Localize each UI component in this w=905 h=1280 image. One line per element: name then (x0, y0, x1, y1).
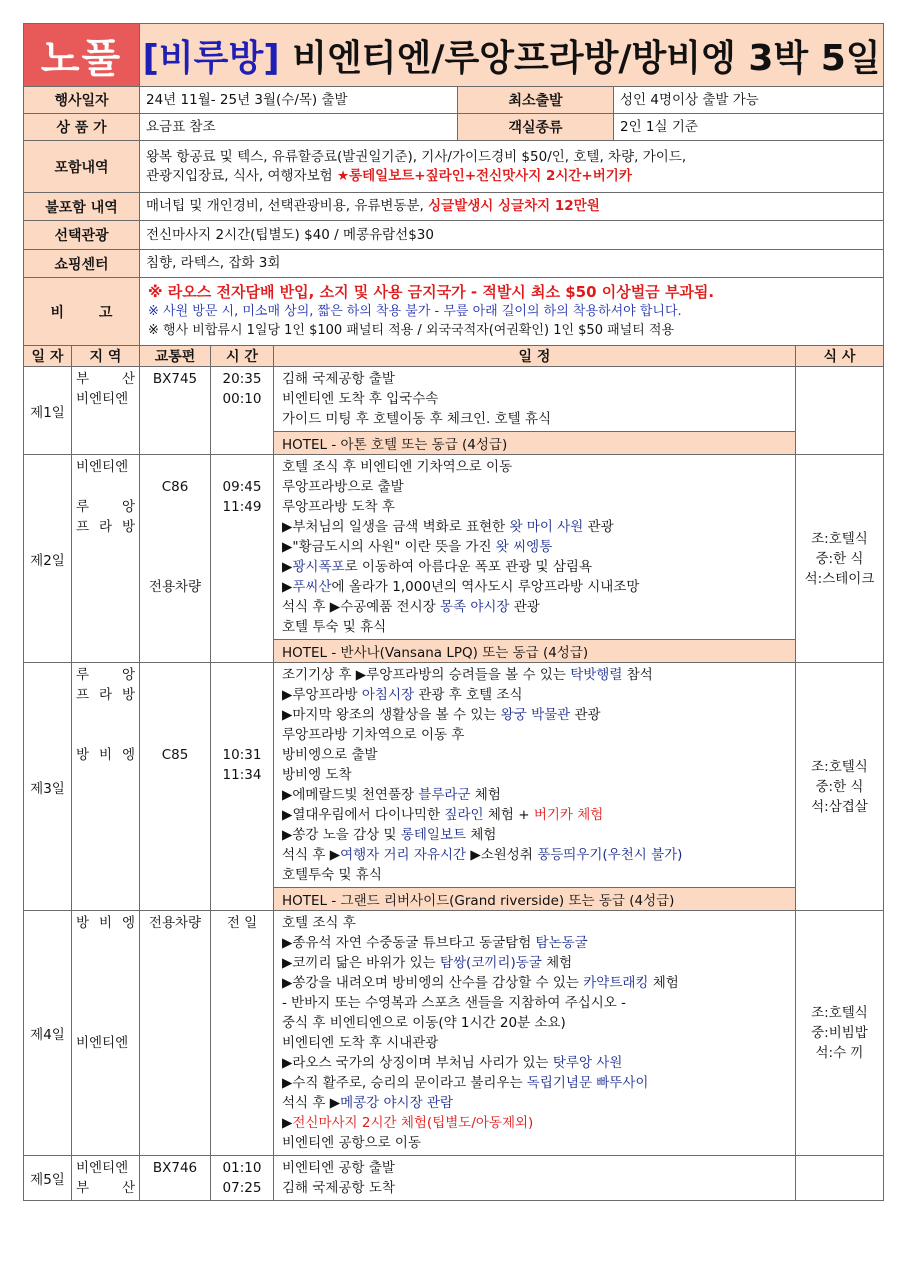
itinerary-text: ▶"황금도시의 사원" 이란 뜻을 가진 (282, 539, 496, 555)
itinerary-line (282, 973, 787, 993)
itinerary-text: 카약트래킹 (583, 975, 649, 991)
itinerary-text: 관광 (583, 519, 614, 535)
col-area-header: 지 역 (72, 346, 140, 367)
itinerary-text: 조기기상 후 ▶루앙프라방의 승려들을 볼 수 있는 (282, 667, 571, 683)
transport-line (142, 557, 208, 577)
area-line: 비엔티엔 (76, 459, 129, 475)
meal-line: 중:한 식 (815, 778, 864, 795)
time-line: 00:10 (222, 391, 262, 407)
day-row (24, 1156, 884, 1201)
itinerary-line (282, 805, 787, 825)
col-day-header: 일 자 (24, 346, 72, 367)
itinerary-sheet (23, 23, 883, 1201)
itinerary-text: ▶ (282, 559, 293, 575)
itinerary-text: 방비엥으로 출발 (282, 747, 378, 763)
meal-line: 조:호텔식 (811, 530, 868, 547)
product-badge: 노풀 (24, 24, 140, 87)
col-transport-header: 교통편 (140, 346, 211, 367)
hotel-info: HOTEL - 그랜드 리버사이드(Grand riverside) 또는 동급 (4성급) (274, 888, 796, 911)
itinerary-text: 체험 (466, 827, 497, 843)
price-label: 상 품 가 (24, 114, 140, 141)
day-label: 제3일 (24, 663, 72, 911)
itinerary-text: ▶루앙프라방 (282, 687, 362, 703)
meal-line: 석:삼겹살 (811, 798, 868, 815)
itinerary-text: 풍등띄우기(우천시 불가) (537, 847, 683, 863)
exclusions-highlight: 싱글발생시 싱글차지 12만원 (428, 198, 600, 214)
day-transport (140, 911, 211, 1156)
itinerary-line (282, 1073, 787, 1093)
itinerary-text: 관광 후 호텔 조식 (414, 687, 523, 703)
itinerary-text: 롱테일보트 (400, 827, 467, 843)
itinerary-text: ▶쏭강 노을 감상 및 (282, 827, 401, 843)
exclusions-row (24, 193, 884, 221)
transport-line (142, 725, 208, 745)
itinerary-line (282, 389, 787, 409)
time-line: 10:31 (222, 747, 262, 763)
day-itinerary (274, 663, 796, 888)
day-area (72, 455, 140, 663)
itinerary-text: ▶쏭강을 내려오며 방비엥의 산수를 감상할 수 있는 (282, 975, 584, 991)
area-line: 루 앙 (76, 499, 135, 515)
itinerary-text: 루앙프라방으로 출발 (282, 479, 404, 495)
hotel-info: HOTEL - 아톤 호텔 또는 동급 (4성급) (274, 432, 796, 455)
transport-line (142, 685, 208, 705)
itinerary-text: 꽝시폭포 (292, 559, 345, 575)
min-departure-value: 성인 4명이상 출발 가능 (614, 87, 884, 114)
day-time (211, 455, 274, 663)
area-line (76, 705, 135, 725)
itinerary-text: 석식 후 ▶수공예품 전시장 (282, 599, 440, 615)
itinerary-text: 에 올라가 1,000년의 역사도시 루앙프라방 시내조망 (331, 579, 640, 595)
itinerary-text: 체험 (648, 975, 679, 991)
schedule-body (24, 367, 884, 1201)
itinerary-line (282, 1033, 787, 1053)
itinerary-line (282, 577, 787, 597)
meal-line: 중:한 식 (815, 550, 864, 567)
itinerary-text: 푸씨산 (292, 579, 332, 595)
inclusions-plain: 관광지입장료, 식사, 여행자보험 (146, 167, 337, 184)
area-line: 비엔티엔 (76, 391, 129, 407)
exclusions-plain: 매너팁 및 개인경비, 선택관광비용, 유류변동분, (146, 198, 429, 214)
day-itinerary (274, 1156, 796, 1201)
transport-line (142, 537, 208, 557)
optional-tour-label: 선택관광 (24, 221, 140, 250)
period-row (24, 87, 884, 114)
page-title (140, 24, 884, 87)
day-meals (796, 455, 884, 663)
area-line: 루 앙 (76, 667, 135, 683)
time-line: 01:10 (222, 1160, 262, 1176)
room-type-value: 2인 1실 기준 (614, 114, 884, 141)
day-time (211, 911, 274, 1156)
transport-line (142, 497, 208, 517)
meal-line: 조:호텔식 (811, 758, 868, 775)
itinerary-text: 왓 마이 사원 (509, 519, 584, 535)
itinerary-text: 블루라군 (418, 787, 471, 803)
title-tag: [비루방] (142, 37, 280, 79)
itinerary-text: 로 이동하여 아름다운 폭포 관광 및 삼림욕 (344, 559, 593, 575)
transport-line: C86 (161, 479, 189, 495)
itinerary-text: 방비엥 도착 (282, 767, 352, 783)
day-area (72, 367, 140, 455)
itinerary-line (282, 457, 787, 477)
itinerary-line (282, 865, 787, 885)
itinerary-line (282, 785, 787, 805)
inclusions-label: 포함내역 (24, 141, 140, 193)
itinerary-text: 탁밧행렬 (570, 667, 623, 683)
price-value: 요금표 참조 (140, 114, 458, 141)
area-line (76, 953, 135, 973)
time-line (213, 705, 271, 725)
col-meal-header: 식 사 (796, 346, 884, 367)
itinerary-text: 몽족 야시장 (439, 599, 510, 615)
itinerary-text: 김해 국제공항 출발 (282, 371, 395, 387)
day-transport (140, 663, 211, 911)
area-line (76, 933, 135, 953)
itinerary-text: 비엔티엔 공항으로 이동 (282, 1135, 421, 1151)
itinerary-text: 석식 후 ▶ (282, 1095, 341, 1111)
inclusions-row (24, 141, 884, 193)
day-transport (140, 367, 211, 455)
itinerary-line (282, 1093, 787, 1113)
time-line: 20:35 (222, 371, 262, 387)
day-meals (796, 663, 884, 911)
itinerary-line (282, 1013, 787, 1033)
period-value: 24년 11월- 25년 3월(수/목) 출발 (140, 87, 458, 114)
area-line (76, 477, 135, 497)
area-line (76, 1013, 135, 1033)
area-line: 비엔티엔 (76, 1160, 129, 1176)
area-line: 방 비 엥 (76, 915, 135, 931)
itinerary-text: 탐논동굴 (535, 935, 588, 951)
day-meals (796, 911, 884, 1156)
min-departure-label: 최소출발 (458, 87, 614, 114)
time-line (213, 725, 271, 745)
day-label: 제4일 (24, 911, 72, 1156)
price-row (24, 114, 884, 141)
itinerary-text: 여행자 거리 자유시간 (340, 847, 467, 863)
day-area (72, 1156, 140, 1201)
itinerary-text: ▶수직 활주로, 승리의 문이라고 불리우는 (282, 1075, 527, 1091)
itinerary-text: ▶마지막 왕조의 생활상을 볼 수 있는 (282, 707, 501, 723)
area-line (76, 725, 135, 745)
itinerary-line (282, 477, 787, 497)
area-line: 부 산 (76, 371, 135, 387)
day-transport (140, 1156, 211, 1201)
transport-line: BX745 (152, 371, 198, 387)
day-area (72, 911, 140, 1156)
transport-line: BX746 (152, 1160, 198, 1176)
remarks-row (24, 278, 884, 346)
itinerary-text: 메콩강 야시장 관람 (340, 1095, 454, 1111)
itinerary-line (282, 617, 787, 637)
itinerary-line (282, 765, 787, 785)
area-line: 프 라 방 (76, 519, 135, 535)
day-itinerary (274, 911, 796, 1156)
shopping-value: 침향, 라텍스, 잡화 3회 (140, 250, 884, 278)
schedule-header-row (24, 346, 884, 367)
time-line: 11:34 (222, 767, 262, 783)
col-time-header: 시 간 (211, 346, 274, 367)
area-line: 프 라 방 (76, 687, 135, 703)
remark-dress-code: ※ 사원 방문 시, 미소매 상의, 짧은 하의 착용 불가 - 무릎 아래 길이의 하의 착용하셔야 합니다. (148, 304, 682, 319)
itinerary-line (282, 369, 787, 389)
itinerary-text: ▶소원성취 (466, 847, 538, 863)
day-itinerary (274, 367, 796, 432)
itinerary-line (282, 517, 787, 537)
time-line: 07:25 (222, 1180, 262, 1196)
inclusions-highlight: ★롱테일보트+짚라인+전신맛사지 2시간+버기카 (337, 167, 632, 184)
itinerary-text: 루앙프라방 도착 후 (282, 499, 395, 515)
itinerary-text: 아침시장 (361, 687, 415, 703)
remarks-value (140, 278, 884, 346)
optional-tour-row (24, 221, 884, 250)
itinerary-text: ▶열대우림에서 다이나믹한 (282, 807, 445, 823)
itinerary-line (282, 745, 787, 765)
area-line: 방 비 엥 (76, 747, 135, 763)
time-line (213, 457, 271, 477)
day-itinerary (274, 455, 796, 640)
itinerary-line (282, 845, 787, 865)
time-line (213, 685, 271, 705)
itinerary-line (282, 705, 787, 725)
transport-line: 전용차량 (148, 915, 202, 931)
schedule-table (23, 345, 884, 1201)
col-itinerary-header: 일 정 (274, 346, 796, 367)
day-label: 제5일 (24, 1156, 72, 1201)
time-line: 09:45 (222, 479, 262, 495)
itinerary-text: ▶종유석 자연 수중동굴 튜브타고 동굴탐험 (282, 935, 536, 951)
meal-line: 석:수 끼 (815, 1045, 864, 1061)
itinerary-line (282, 1178, 787, 1198)
itinerary-line (282, 1053, 787, 1073)
transport-line (142, 457, 208, 477)
itinerary-text: 가이드 미팅 후 호텔이동 후 체크인. 호텔 휴식 (282, 411, 552, 427)
itinerary-text: ▶에메랄드빛 천연풀장 (282, 787, 419, 803)
itinerary-text: ▶ (282, 579, 293, 595)
itinerary-text: 독립기념문 빠뚜사이 (526, 1075, 649, 1091)
itinerary-text: 호텔 조식 후 (282, 915, 356, 931)
itinerary-text: 관광 (570, 707, 601, 723)
itinerary-text: 체험 + (483, 807, 534, 823)
transport-line (142, 665, 208, 685)
itinerary-text: ▶부처님의 일생을 금색 벽화로 표현한 (282, 519, 510, 535)
itinerary-text: 호텔 조식 후 비엔티엔 기차역으로 이동 (282, 459, 513, 475)
itinerary-line (282, 597, 787, 617)
area-line: 비엔티엔 (76, 1035, 129, 1051)
day-label: 제1일 (24, 367, 72, 455)
itinerary-text: 탐쌍(코끼리)동굴 (439, 955, 542, 971)
itinerary-text: 왕궁 박물관 (500, 707, 571, 723)
day-meals (796, 1156, 884, 1201)
itinerary-text: 비엔티엔 공항 출발 (282, 1160, 395, 1176)
itinerary-text: ▶라오스 국가의 상징이며 부처님 사리가 있는 (282, 1055, 553, 1071)
transport-line (142, 517, 208, 537)
itinerary-text: 왓 씨엥통 (495, 539, 553, 555)
shopping-row (24, 250, 884, 278)
meal-line: 석:스테이크 (804, 570, 875, 587)
remarks-label: 비 고 (24, 278, 140, 346)
itinerary-text: 전신마사지 2시간 체험(팁별도/아동제외) (292, 1115, 534, 1131)
day-label: 제2일 (24, 455, 72, 663)
itinerary-line (282, 1113, 787, 1133)
itinerary-line (282, 933, 787, 953)
itinerary-line (282, 825, 787, 845)
itinerary-line (282, 537, 787, 557)
itinerary-line (282, 665, 787, 685)
day-meals (796, 367, 884, 455)
room-type-label: 객실종류 (458, 114, 614, 141)
itinerary-line (282, 557, 787, 577)
itinerary-text: 탓루앙 사원 (552, 1055, 623, 1071)
meal-line: 중:비빔밥 (811, 1025, 868, 1041)
itinerary-line (282, 725, 787, 745)
itinerary-text: 버기카 체험 (533, 807, 604, 823)
day-row (24, 911, 884, 1156)
itinerary-text: ▶코끼리 닮은 바위가 있는 (282, 955, 440, 971)
day-time (211, 367, 274, 455)
meal-line: 조:호텔식 (811, 1005, 868, 1021)
area-line: 부 산 (76, 1180, 135, 1196)
itinerary-line (282, 953, 787, 973)
itinerary-text: 비엔티엔 도착 후 입국수속 (282, 391, 439, 407)
exclusions-label: 불포함 내역 (24, 193, 140, 221)
itinerary-line (282, 1133, 787, 1153)
inclusions-line-2 (146, 167, 877, 186)
period-label: 행사일자 (24, 87, 140, 114)
transport-line: 전용차량 (148, 579, 202, 595)
day-area (72, 663, 140, 911)
day-transport (140, 455, 211, 663)
itinerary-text: 비엔티엔 도착 후 시내관광 (282, 1035, 439, 1051)
itinerary-line (282, 993, 787, 1013)
info-table (23, 23, 884, 346)
hotel-info: HOTEL - 반사나(Vansana LPQ) 또는 동급 (4성급) (274, 640, 796, 663)
itinerary-line (282, 913, 787, 933)
title-row (24, 24, 884, 87)
exclusions-value (140, 193, 884, 221)
itinerary-text: 석식 후 ▶ (282, 847, 341, 863)
itinerary-text: 체험 (470, 787, 501, 803)
title-main: 비엔티엔/루앙프라방/방비엥 3박 5일 (279, 37, 881, 79)
itinerary-text: - 반바지 또는 수영복과 스포츠 샌들을 지참하여 주십시오 - (282, 995, 627, 1011)
day-time (211, 1156, 274, 1201)
itinerary-text: 김해 국제공항 도착 (282, 1180, 395, 1196)
itinerary-text: 체험 (541, 955, 573, 971)
time-line: 11:49 (222, 499, 262, 515)
itinerary-text: ▶ (282, 1115, 293, 1131)
transport-line: C85 (161, 747, 189, 763)
itinerary-line (282, 497, 787, 517)
inclusions-value (140, 141, 884, 193)
itinerary-text: 중식 후 비엔티엔으로 이동(약 1시간 20분 소요) (282, 1015, 566, 1031)
itinerary-line (282, 685, 787, 705)
time-line: 전 일 (226, 915, 258, 931)
day-time (211, 663, 274, 911)
itinerary-text: 참석 (622, 667, 653, 683)
transport-line (142, 705, 208, 725)
itinerary-line (282, 1158, 787, 1178)
time-line (213, 665, 271, 685)
itinerary-text: 호텔투숙 및 휴식 (282, 867, 382, 883)
day-row (24, 367, 884, 432)
itinerary-text: 짚라인 (444, 807, 484, 823)
itinerary-text: 루앙프라방 기차역으로 이동 후 (282, 727, 465, 743)
area-line (76, 973, 135, 993)
day-row (24, 455, 884, 640)
itinerary-line (282, 409, 787, 429)
area-line (76, 993, 135, 1013)
day-row (24, 663, 884, 888)
remark-vape-warning: ※ 라오스 전자담배 반입, 소지 및 사용 금지국가 - 적발시 최소 $50 이상벌금 부과됨. (148, 283, 715, 301)
optional-tour-value: 전신마사지 2시간(팁별도) $40 / 메콩유람선$30 (140, 221, 884, 250)
shopping-label: 쇼핑센터 (24, 250, 140, 278)
remark-penalty: ※ 행사 비합류시 1일당 1인 $100 패널티 적용 / 외국국적자(여권확인) 1인 $50 패널티 적용 (148, 323, 675, 338)
inclusions-line-1: 왕복 항공료 및 텍스, 유류할증료(발권일기준), 기사/가이드경비 $50/인, 호텔, 차량, 가이드, (146, 148, 687, 165)
itinerary-text: 관광 (509, 599, 540, 615)
itinerary-text: 호텔 투숙 및 휴식 (282, 619, 387, 635)
